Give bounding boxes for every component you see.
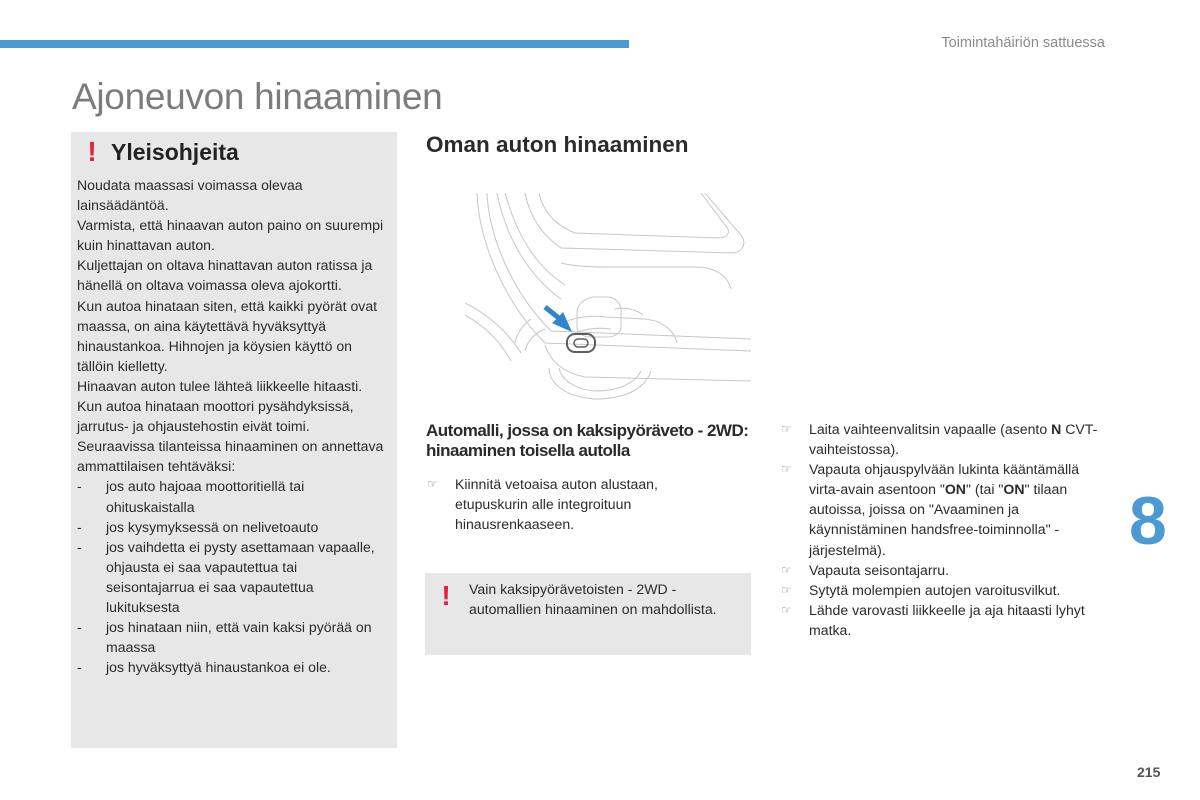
list-item: ☞ Sytytä molempien autojen varoitusvilkut. xyxy=(780,580,1105,600)
pointing-hand-icon: ☞ xyxy=(781,582,792,597)
own-car-towing-title: Oman auton hinaaminen xyxy=(426,132,689,157)
paragraph: Noudata maassasi voimassa olevaa lainsäädäntöä. xyxy=(77,177,303,214)
note-text: Vain kaksipyörävetoisten - 2WD - automallien hinaaminen on mahdollista. xyxy=(469,581,717,618)
section-header: Toimintahäiriön sattuessa xyxy=(941,35,1105,51)
list-item: ☞ Vapauta ohjauspylvään lukinta kääntämällä virta-avain asentoon "ON" (tai "ON" tilaan autoissa, joissa on "Avaaminen ja käynnistäminen handsfree-toiminnolla" -järjestelmä). xyxy=(780,459,1105,559)
pointing-hand-icon: ☞ xyxy=(781,422,792,436)
paragraph: Kun autoa hinataan moottori pysähdyksissä, jarrutus- ja ohjaustehostin eivät toimi. xyxy=(77,398,354,435)
list-item: - jos auto hajoaa moottoritiellä tai ohituskaistalla xyxy=(77,476,387,516)
towing-eye-illustration xyxy=(465,193,751,402)
arrow-icon xyxy=(545,307,560,319)
two-wheel-drive-subtitle: Automalli, jossa on kaksipyöräveto - 2WD: hinaaminen toisella autolla xyxy=(426,421,749,460)
note-box xyxy=(425,573,751,655)
dash-marker: - xyxy=(77,518,82,535)
page-title: Ajoneuvon hinaaminen xyxy=(72,76,443,117)
list-item: ☞ Vapauta seisontajarru. xyxy=(780,560,1105,580)
dash-marker: - xyxy=(77,619,82,636)
list-item: - jos hyväksyttyä hinaustankoa ei ole. xyxy=(77,657,387,677)
list-item: - jos kysymyksessä on nelivetoauto xyxy=(77,517,387,537)
paragraph: Varmista, että hinaavan auton paino on suurempi kuin hinattavan auton. xyxy=(77,217,384,254)
step-list-attach xyxy=(426,474,686,534)
paragraph: Kuljettajan on oltava hinattavan auton ratissa ja hänellä on oltava voimassa oleva ajokortti. xyxy=(77,257,373,294)
general-instructions-header xyxy=(85,136,239,168)
general-instructions-text xyxy=(77,175,387,677)
list-item: - jos vaihdetta ei pysty asettamaan vapaalle, ohjausta ei saa vapautettua tai seisontajarrua ei saa vapautettua lukituksesta xyxy=(77,537,387,617)
list-item: ☞ Kiinnitä vetoaisa auton alustaan, etupuskurin alle integroituun hinausrenkaaseen. xyxy=(426,474,686,534)
step-list-procedure xyxy=(780,419,1105,640)
dash-marker: - xyxy=(77,659,82,676)
paragraph: Kun autoa hinataan siten, että kaikki pyörät ovat maassa, on aina käytettävä hyväksyttyä hinaustankoa. Hihnojen ja köysien käyttö on tällöin kielletty. xyxy=(77,297,378,374)
general-instructions-title: Yleisohjeita xyxy=(111,138,239,165)
list-item: ☞ Laita vaihteenvalitsin vapaalle (asento N CVT-vaihteistossa). xyxy=(780,419,1105,459)
paragraph: Hinaavan auton tulee lähteä liikkeelle hitaasti. xyxy=(77,377,363,394)
chapter-number: 8 xyxy=(1129,483,1167,559)
page-number: 215 xyxy=(1137,764,1161,780)
general-instructions-box xyxy=(71,132,397,748)
pointing-hand-icon: ☞ xyxy=(781,462,792,477)
list-item: - jos hinataan niin, että vain kaksi pyörää on maassa xyxy=(77,617,387,657)
pointing-hand-icon: ☞ xyxy=(427,477,438,491)
top-accent-bar xyxy=(0,40,629,48)
pointing-hand-icon: ☞ xyxy=(781,562,792,577)
pointing-hand-icon: ☞ xyxy=(781,602,792,617)
exclamation-icon: ! xyxy=(441,580,451,611)
dash-marker: - xyxy=(77,478,82,495)
paragraph: Seuraavissa tilanteissa hinaaminen on annettava ammattilaisen tehtäväksi: xyxy=(77,438,384,475)
exclamation-icon: ! xyxy=(87,136,97,167)
list-item: ☞ Lähde varovasti liikkeelle ja aja hitaasti lyhyt matka. xyxy=(780,600,1105,640)
dash-marker: - xyxy=(77,538,82,555)
